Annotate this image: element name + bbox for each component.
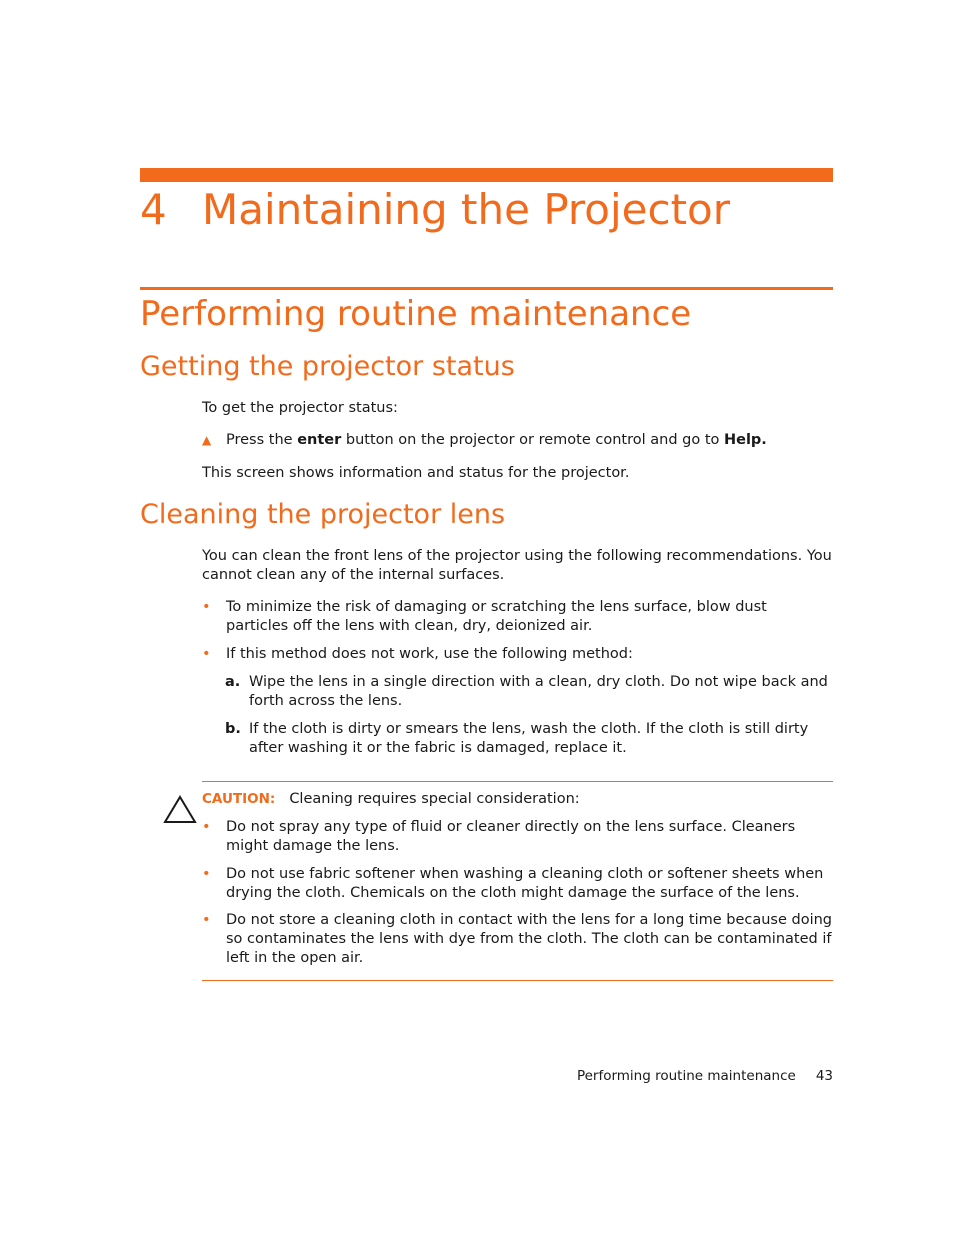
lens-bullet <box>202 598 832 636</box>
lens-intro: You can clean the front lens of the projector using the following recommendations. You cannot clean any of the internal surfaces. <box>202 548 832 583</box>
step-text-pre: Press the <box>226 432 298 448</box>
bullet-icon: • <box>202 866 211 882</box>
caution-top-rule <box>202 781 833 782</box>
chapter-title <box>140 184 730 236</box>
step-enter-label: enter <box>297 432 342 448</box>
caution-bullet-text: Do not use fabric softener when washing a cleaning cloth or softener sheets when drying the cloth. Chemicals on the cloth might damage the surface of the lens. <box>226 866 824 901</box>
substep-marker: b. <box>225 721 241 737</box>
chapter-bar <box>140 168 833 182</box>
bullet-icon: • <box>202 819 211 835</box>
status-note: This screen shows information and status for the projector. <box>202 465 630 481</box>
caution-bullet-text: Do not store a cleaning cloth in contact with the lens for a long time because doing so contaminates the lens with dye from the cloth. The cloth can be contaminated if left in the open air. <box>226 912 833 966</box>
caution-bullet-text: Do not spray any type of fluid or cleaner directly on the lens surface. Cleaners might damage the lens. <box>226 819 796 854</box>
caution-text: Cleaning requires special consideration: <box>289 791 580 807</box>
substep-text: Wipe the lens in a single direction with a clean, dry cloth. Do not wipe back and forth across the lens. <box>249 674 828 709</box>
bullet-icon: • <box>202 646 211 662</box>
status-heading: Getting the projector status <box>140 351 515 382</box>
lens-bullet <box>202 645 832 664</box>
status-step <box>202 431 832 450</box>
status-intro: To get the projector status: <box>202 400 398 416</box>
bullet-icon: • <box>202 599 211 615</box>
lens-bullet-text: To minimize the risk of damaging or scratching the lens surface, blow dust particles off the lens with clean, dry, deionized air. <box>226 599 767 634</box>
caution-label: CAUTION: <box>202 791 276 807</box>
page-footer <box>560 1067 833 1086</box>
section-title: Performing routine maintenance <box>140 294 692 334</box>
lens-bullet-text: If this method does not work, use the following method: <box>226 646 633 662</box>
caution-bullet <box>202 865 832 903</box>
section-rule <box>140 287 833 290</box>
lens-substep <box>225 673 832 711</box>
caution-bottom-rule <box>202 980 833 981</box>
lens-heading: Cleaning the projector lens <box>140 499 506 530</box>
caution-triangle-icon <box>163 795 197 825</box>
page-number: 43 <box>815 1068 833 1084</box>
bullet-icon: • <box>202 912 211 928</box>
caution-line <box>202 790 580 809</box>
lens-substep <box>225 720 832 758</box>
footer-section: Performing routine maintenance <box>576 1068 796 1084</box>
step-marker-icon: ▲ <box>202 433 212 447</box>
substep-marker: a. <box>225 674 241 690</box>
caution-bullet <box>202 818 832 856</box>
chapter-number: 4 <box>140 185 167 234</box>
caution-bullet <box>202 911 832 968</box>
step-help-label: Help. <box>723 432 767 448</box>
step-text-mid: button on the projector or remote control and go to <box>341 432 724 448</box>
substep-text: If the cloth is dirty or smears the lens, wash the cloth. If the cloth is still dirty after washing it or the fabric is damaged, replace it. <box>249 721 809 756</box>
chapter-title-text: Maintaining the Projector <box>202 185 730 234</box>
